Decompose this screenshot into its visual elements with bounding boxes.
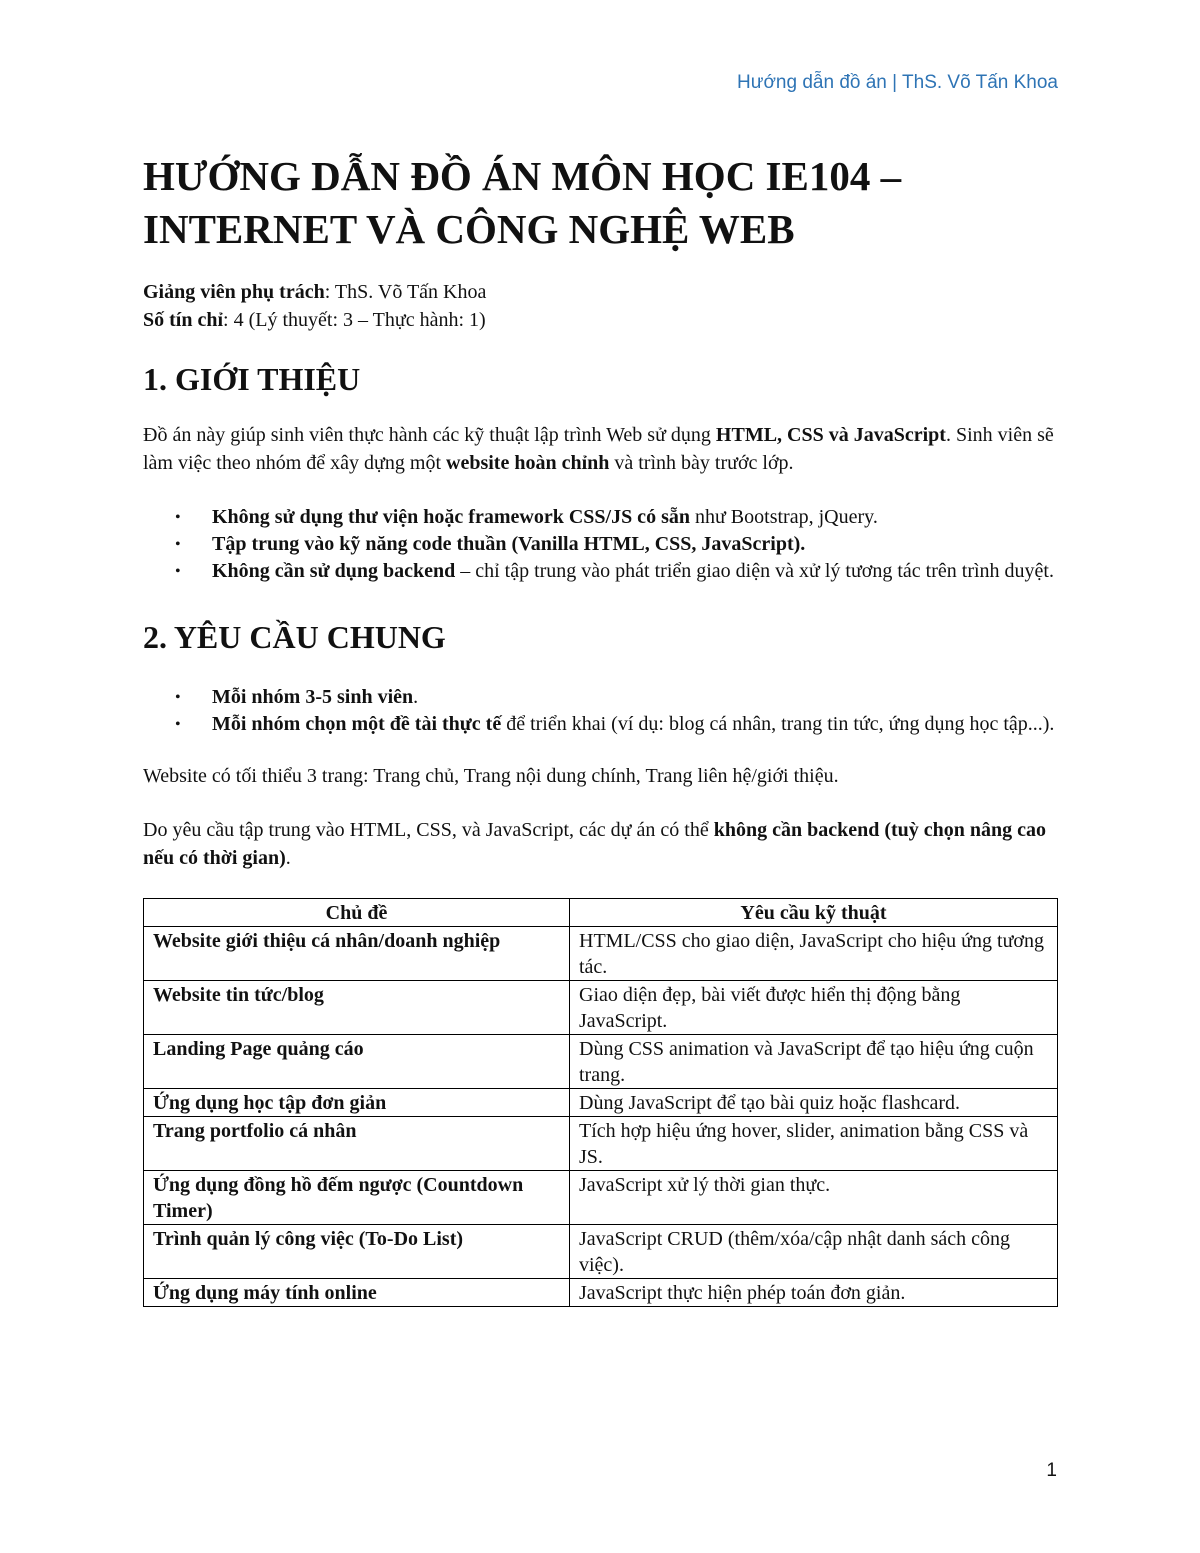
bullet-icon: • [175, 509, 181, 526]
intro-text-a: Đồ án này giúp sinh viên thực hành các kỹ thuật lập trình Web sử dụng [143, 424, 716, 446]
section-2-bullet-list [143, 684, 1058, 738]
requirement-cell: Dùng CSS animation và JavaScript để tạo hiệu ứng cuộn trang. [570, 1035, 1058, 1089]
topics-table [143, 898, 1058, 1307]
lecturer-value: : ThS. Võ Tấn Khoa [324, 281, 487, 303]
credits-line [143, 306, 1058, 334]
list-item-bold: Mỗi nhóm chọn một đề tài thực tế [212, 713, 502, 735]
table-row [144, 1279, 1058, 1307]
topic-cell: Ứng dụng đồng hồ đếm ngược (Countdown Timer) [144, 1171, 570, 1225]
section-2-heading: 2. YÊU CẦU CHUNG [143, 619, 446, 655]
list-item-bold: Không sử dụng thư viện hoặc framework CSS/JS có sẵn [212, 506, 690, 528]
requirement-cell: HTML/CSS cho giao diện, JavaScript cho hiệu ứng tương tác. [570, 927, 1058, 981]
table-row [144, 927, 1058, 981]
backend-note-a: Do yêu cầu tập trung vào HTML, CSS, và JavaScript, các dự án có thể [143, 819, 714, 841]
list-item-text: . [413, 686, 419, 708]
column-header: Yêu cầu kỹ thuật [570, 899, 1058, 927]
list-item-bold: Không cần sử dụng backend [212, 560, 456, 582]
section-1-bullet-list [143, 504, 1058, 585]
document-body [143, 150, 1058, 1307]
topic-cell: Website tin tức/blog [144, 981, 570, 1035]
credits-value: : 4 (Lý thuyết: 3 – Thực hành: 1) [223, 309, 486, 331]
backend-note-paragraph [143, 816, 1058, 872]
bullet-icon: • [175, 536, 181, 553]
document-title-line2: INTERNET VÀ CÔNG NGHỆ WEB [143, 206, 795, 252]
table-row [144, 1089, 1058, 1117]
requirement-cell: Tích hợp hiệu ứng hover, slider, animation bằng CSS và JS. [570, 1117, 1058, 1171]
list-item-text: – chỉ tập trung vào phát triển giao diện và xử lý tương tác trên trình duyệt. [455, 560, 1054, 582]
backend-note-c: . [285, 847, 291, 869]
section-1-paragraph [143, 421, 1058, 477]
intro-text-c: . Sinh viên sẽ làm việc theo nhóm để xây dựng một [143, 424, 1054, 474]
table-row [144, 1171, 1058, 1225]
list-item-text: để triển khai (ví dụ: blog cá nhân, trang tin tức, ứng dụng học tập...). [501, 713, 1055, 735]
document-title [143, 150, 1058, 256]
page-number: 1 [1046, 1460, 1057, 1481]
topic-cell: Trang portfolio cá nhân [144, 1117, 570, 1171]
pages-requirement-paragraph: Website có tối thiểu 3 trang: Trang chủ, Trang nội dung chính, Trang liên hệ/giới thiệu. [143, 765, 839, 787]
lecturer-label: Giảng viên phụ trách [143, 281, 325, 303]
intro-text-e: và trình bày trước lớp. [609, 452, 794, 474]
requirement-cell: JavaScript thực hiện phép toán đơn giản. [570, 1279, 1058, 1307]
list-item [143, 558, 1058, 585]
requirement-cell: Dùng JavaScript để tạo bài quiz hoặc flashcard. [570, 1089, 1058, 1117]
bullet-icon: • [175, 563, 181, 580]
topic-cell: Trình quản lý công việc (To-Do List) [144, 1225, 570, 1279]
list-item [143, 504, 1058, 531]
table-row [144, 1225, 1058, 1279]
requirement-cell: JavaScript CRUD (thêm/xóa/cập nhật danh sách công việc). [570, 1225, 1058, 1279]
table-row [144, 981, 1058, 1035]
list-item-bold: Mỗi nhóm 3-5 sinh viên [212, 686, 414, 708]
table-row [144, 1117, 1058, 1171]
table-row [144, 1035, 1058, 1089]
list-item [143, 684, 1058, 711]
topic-cell: Ứng dụng học tập đơn giản [144, 1089, 570, 1117]
requirement-cell: JavaScript xử lý thời gian thực. [570, 1171, 1058, 1225]
table-header-row [144, 899, 1058, 927]
list-item [143, 531, 1058, 558]
intro-text-d: website hoàn chỉnh [446, 452, 610, 474]
section-1-heading: 1. GIỚI THIỆU [143, 361, 361, 397]
bullet-icon: • [175, 689, 181, 706]
column-header: Chủ đề [144, 899, 570, 927]
topic-cell: Landing Page quảng cáo [144, 1035, 570, 1089]
intro-text-b: HTML, CSS và JavaScript [715, 424, 946, 446]
topic-cell: Ứng dụng máy tính online [144, 1279, 570, 1307]
topic-cell: Website giới thiệu cá nhân/doanh nghiệp [144, 927, 570, 981]
backend-note-b: không cần backend (tuỳ chọn nâng cao nếu có thời gian) [143, 819, 1047, 869]
page-header: Hướng dẫn đồ án | ThS. Võ Tấn Khoa [737, 72, 1058, 93]
credits-label: Số tín chỉ [143, 309, 224, 331]
list-item-bold: Tập trung vào kỹ năng code thuần (Vanilla HTML, CSS, JavaScript). [212, 533, 806, 555]
list-item [143, 711, 1058, 738]
requirement-cell: Giao diện đẹp, bài viết được hiển thị động bằng JavaScript. [570, 981, 1058, 1035]
document-title-line1: HƯỚNG DẪN ĐỒ ÁN MÔN HỌC IE104 – [143, 153, 902, 199]
list-item-text: như Bootstrap, jQuery. [689, 506, 878, 528]
lecturer-line [143, 278, 1058, 306]
bullet-icon: • [175, 716, 181, 733]
